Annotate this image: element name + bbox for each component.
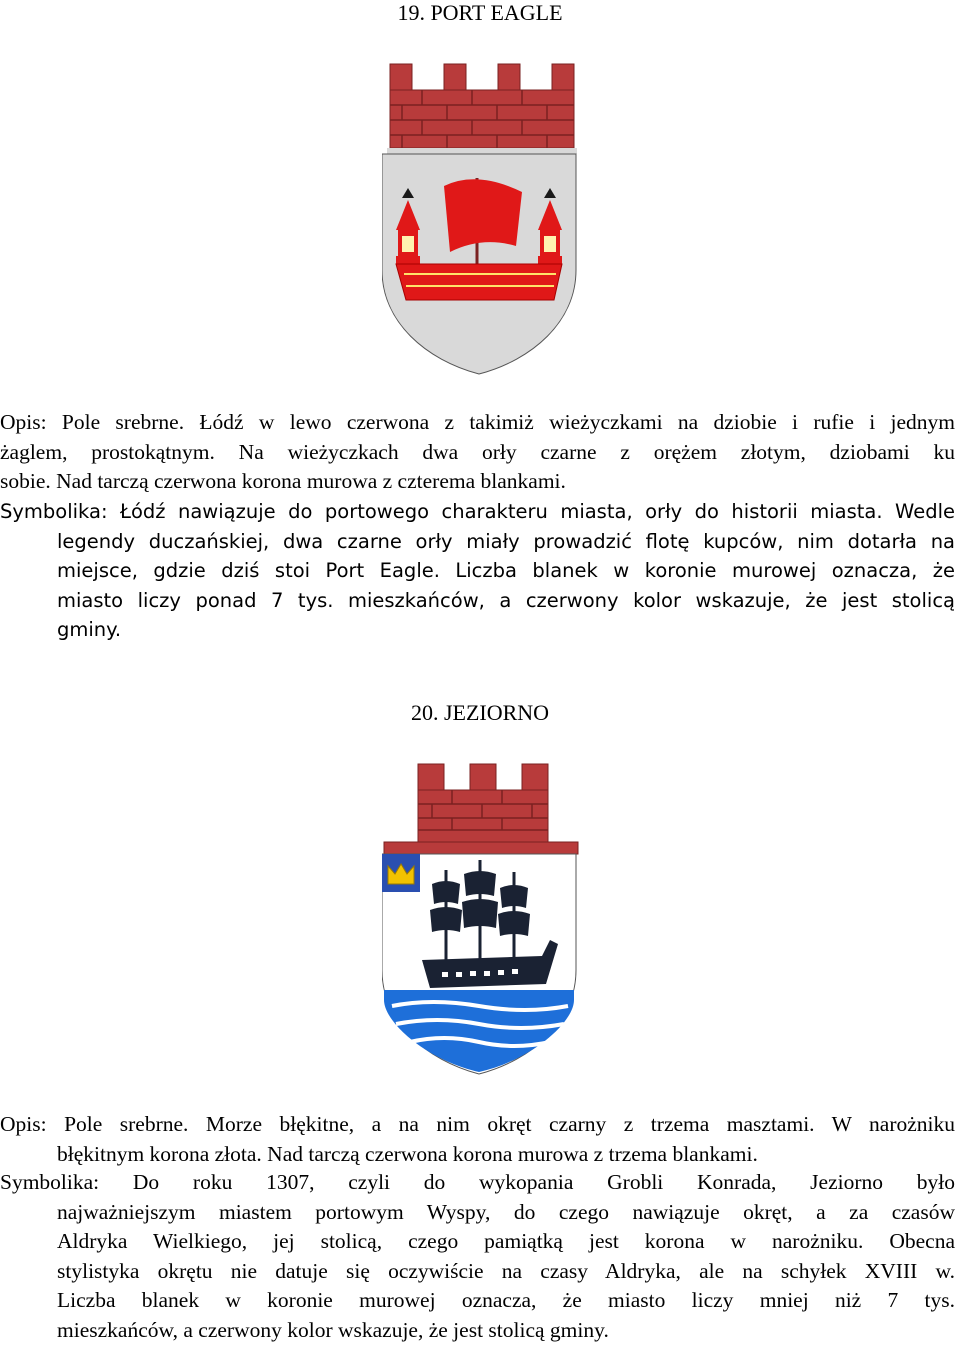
symbolika-line: stylistyka okrętu nie datuje się oczywiście na czasy Aldryka, ale na schyłek XVIII w. bbox=[0, 1257, 955, 1287]
red-boat-hull bbox=[396, 264, 562, 300]
symbolika-line: mieszkańców, a czerwony kolor wskazuje, że jest stolicą gminy. bbox=[0, 1316, 955, 1345]
opis-port-eagle bbox=[0, 408, 955, 497]
symbolika-line: Symbolika: Łódź nawiązuje do portowego charakteru miasta, orły do historii miasta. Wedle bbox=[0, 497, 955, 527]
symbolika-line: legendy duczańskiej, dwa czarne orły miały prowadzić flotę kupców, nim dotarła na bbox=[0, 527, 955, 557]
symbolika-line: miasto liczy ponad 7 tys. mieszkańców, a czerwony kolor wskazuje, że jest stolicą bbox=[0, 586, 955, 616]
opis-line: Opis: Pole srebrne. Morze błękitne, a na nim okręt czarny z trzema masztami. W narożniku bbox=[0, 1110, 955, 1140]
opis-line: sobie. Nad tarczą czerwona korona murowa z czterema blankami. bbox=[0, 467, 955, 497]
jeziorno-coat-of-arms bbox=[382, 760, 582, 1076]
symbolika-port-eagle bbox=[0, 497, 955, 645]
opis-line: żaglem, prostokątnym. Na wieżyczkach dwa orły czarne z orężem złotym, dziobami ku bbox=[0, 438, 955, 468]
opis-jeziorno bbox=[0, 1110, 955, 1169]
symbolika-jeziorno bbox=[0, 1168, 955, 1345]
symbolika-line: Liczba blanek w koronie murowej oznacza, że miasto liczy mniej niż 7 tys. bbox=[0, 1286, 955, 1316]
opis-line: błękitnym korona złota. Nad tarczą czerwona korona murowa z trzema blankami. bbox=[0, 1140, 955, 1170]
port-eagle-coat-of-arms bbox=[382, 60, 582, 376]
symbolika-line: Aldryka Wielkiego, jej stolicą, czego pamiątką jest korona w narożniku. Obecna bbox=[0, 1227, 955, 1257]
opis-line: Opis: Pole srebrne. Łódź w lewo czerwona z takimiż wieżyczkami na dziobie i rufie i jednym bbox=[0, 408, 955, 438]
symbolika-line: miejsce, gdzie dziś stoi Port Eagle. Liczba blanek w koronie murowej oznacza, że bbox=[0, 556, 955, 586]
symbolika-line: najważniejszym miastem portowym Wyspy, do czego nawiązuje okręt, a za czasów bbox=[0, 1198, 955, 1228]
symbolika-line: gminy. bbox=[0, 615, 955, 645]
section-title-port-eagle: 19. PORT EAGLE bbox=[0, 0, 960, 26]
section-title-jeziorno: 20. JEZIORNO bbox=[0, 700, 960, 726]
symbolika-line: Symbolika: Do roku 1307, czyli do wykopania Grobli Konrada, Jeziorno było bbox=[0, 1168, 955, 1198]
blue-sea bbox=[384, 990, 574, 1072]
